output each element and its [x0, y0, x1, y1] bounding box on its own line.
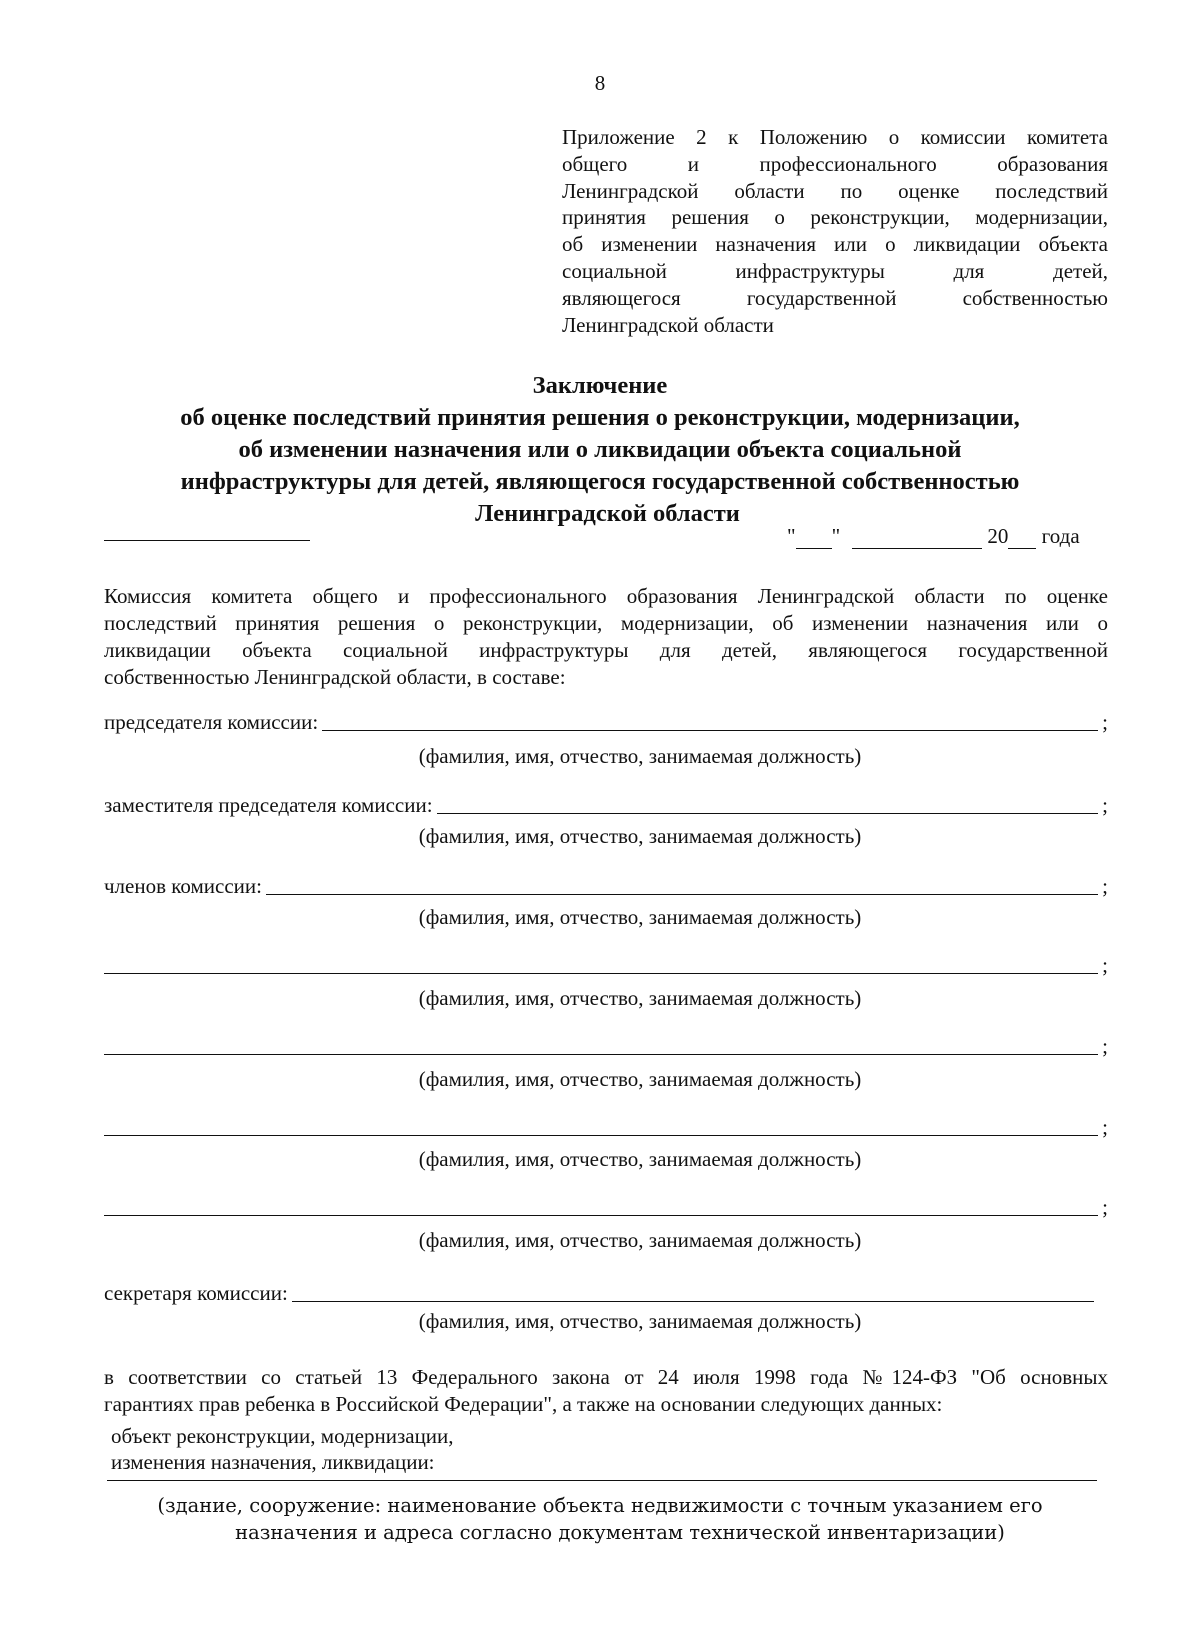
title-line: об оценке последствий принятия решения о реконструкции, модернизации, — [180, 404, 1020, 431]
appendix-line: социальной инфраструктуры для детей, — [562, 258, 1108, 283]
semicolon: ; — [1102, 710, 1108, 734]
place-blank-line[interactable] — [104, 540, 310, 541]
appendix-note — [562, 124, 1108, 338]
semicolon: ; — [1102, 1195, 1108, 1219]
field-hint: (фамилия, имя, отчество, занимаемая должность) — [418, 905, 862, 929]
object-label-line: объект реконструкции, модернизации, — [111, 1424, 454, 1448]
field-hint: (фамилия, имя, отчество, занимаемая должность) — [418, 986, 862, 1010]
semicolon: ; — [1102, 1034, 1108, 1058]
member-field — [104, 1033, 1108, 1059]
secretary-label: секретаря комиссии: — [104, 1281, 288, 1305]
object-label — [111, 1423, 454, 1475]
page-number: 8 — [594, 71, 606, 95]
basis-line: гарантиях прав ребенка в Российской Федерации", а также на основании следующих данных: — [104, 1392, 943, 1416]
member-input-line[interactable] — [266, 874, 1098, 895]
member-field — [104, 1194, 1108, 1220]
year-blank[interactable] — [1008, 528, 1036, 549]
intro-paragraph — [104, 583, 1108, 691]
deputy-field — [104, 792, 1108, 818]
appendix-line: Ленинградской области по оценке последствий — [562, 178, 1108, 203]
appendix-line: принятия решения о реконструкции, модернизации, — [562, 205, 1108, 230]
member-input-line[interactable] — [104, 1034, 1098, 1055]
deputy-label: заместителя председателя комиссии: — [104, 793, 433, 817]
appendix-line: Приложение 2 к Положению о комиссии комитета — [562, 125, 1108, 149]
date-quote-open: " — [787, 524, 796, 548]
year-prefix: 20 — [987, 524, 1009, 548]
field-hint: (фамилия, имя, отчество, занимаемая должность) — [418, 1309, 862, 1333]
secretary-input-line[interactable] — [292, 1281, 1094, 1302]
month-blank[interactable] — [852, 528, 982, 549]
member-input-line[interactable] — [104, 1115, 1098, 1136]
field-hint: (фамилия, имя, отчество, занимаемая должность) — [418, 824, 862, 848]
deputy-input-line[interactable] — [437, 793, 1098, 814]
appendix-line: общего и профессионального образования — [562, 151, 1108, 176]
day-blank[interactable] — [796, 528, 832, 549]
field-hint: (фамилия, имя, отчество, занимаемая должность) — [418, 744, 862, 768]
semicolon: ; — [1102, 874, 1108, 898]
intro-line: собственностью Ленинградской области, в составе: — [104, 665, 566, 689]
member-input-line[interactable] — [104, 953, 1098, 974]
semicolon: ; — [1102, 1115, 1108, 1139]
title-line: инфраструктуры для детей, являющегося государственной собственностью — [180, 468, 1020, 495]
appendix-line: об изменении назначения или о ликвидации объекта — [562, 232, 1108, 257]
semicolon: ; — [1102, 953, 1108, 977]
title-heading: Заключение — [532, 372, 668, 399]
intro-line: последствий принятия решения о реконструкции, модернизации, об изменении назначения или о — [104, 611, 1108, 635]
title-line: Ленинградской области — [475, 500, 740, 527]
appendix-line: являющегося государственной собственностью — [562, 285, 1108, 310]
chairman-field — [104, 709, 1108, 735]
title-line: об изменении назначения или о ликвидации объекта социальной — [238, 436, 962, 463]
semicolon: ; — [1102, 793, 1108, 817]
object-hint-line: (здание, сооружение: наименование объекта недвижимости с точным указанием его — [157, 1494, 1043, 1517]
secretary-field — [104, 1280, 1094, 1306]
document-title — [0, 370, 1200, 530]
object-label-line: изменения назначения, ликвидации: — [111, 1450, 435, 1474]
chairman-input-line[interactable] — [322, 710, 1098, 731]
field-hint: (фамилия, имя, отчество, занимаемая должность) — [418, 1067, 862, 1091]
object-hint — [0, 1492, 1200, 1546]
date-quote-close: " — [831, 524, 841, 548]
basis-paragraph — [104, 1364, 1108, 1418]
year-suffix: года — [1041, 524, 1080, 548]
member-field — [104, 952, 1108, 978]
member-field — [104, 1114, 1108, 1140]
chairman-label: председателя комиссии: — [104, 710, 319, 734]
members-field — [104, 873, 1108, 899]
members-label: членов комиссии: — [104, 874, 262, 898]
basis-line: в соответствии со статьей 13 Федерального закона от 24 июля 1998 года №124-ФЗ "Об основных — [104, 1365, 1108, 1389]
object-hint-line: назначения и адреса согласно документам технической инвентаризации) — [235, 1521, 1005, 1544]
date-field — [787, 523, 1080, 549]
member-input-line[interactable] — [104, 1195, 1098, 1216]
field-hint: (фамилия, имя, отчество, занимаемая должность) — [418, 1228, 862, 1252]
appendix-line: Ленинградской области — [562, 312, 774, 337]
field-hint: (фамилия, имя, отчество, занимаемая должность) — [418, 1147, 862, 1171]
intro-line: ликвидации объекта социальной инфраструктуры для детей, являющегося государственной — [104, 638, 1108, 662]
intro-line: Комиссия комитета общего и профессионального образования Ленинградской области по оценке — [104, 584, 1108, 608]
object-input-line[interactable] — [107, 1480, 1097, 1481]
